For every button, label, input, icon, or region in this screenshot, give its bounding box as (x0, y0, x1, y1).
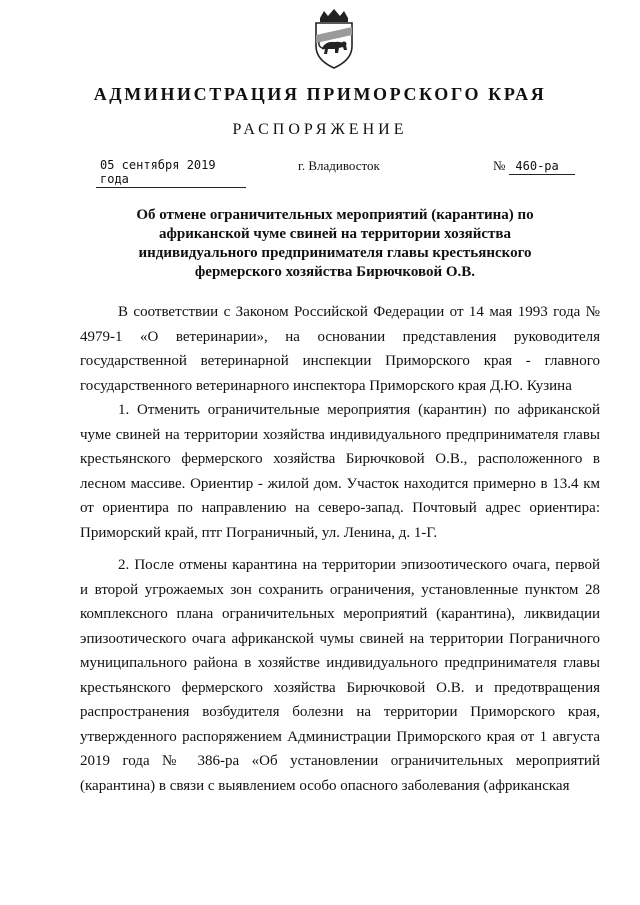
document-heading: Об отмене ограничительных мероприятий (карантина) по африканской чуме свиней на территории хозяйства индивидуального предпринимателя главы крестьянского фермерского хозяйства Бирючковой О.В. (136, 207, 534, 280)
paragraph-item-1: 1. Отменить ограничительные мероприятия (карантин) по африканской чуме свиней на территории хозяйства индивидуального предпринимателя главы крестьянского фермерского хозяйства Бирючковой О.В., расположенного в лесном массиве. Ориентир - жилой дом. Участок находится примерно в 13.4 км от ориентира по направлению на северо-запад. Почтовый адрес ориентира: Приморский край, птг Пограничный, ул. Ленина, д. 1-Г. (80, 402, 600, 541)
number-label: № (493, 158, 506, 173)
document-date: 05 сентября 2019 года (96, 158, 246, 188)
document-type: РАСПОРЯЖЕНИЕ (232, 121, 408, 138)
paragraph-item-2: 2. После отмены карантина на территории эпизоотического очага, первой и второй угрожаемых зон сохранить ограничения, установленные пунктом 28 комплексного плана ограничительных мероприятий (карантина), ликвидации эпизоотического очага африканской чумы свиней на территории Пограничного муниципального района в хозяйстве индивидуального предпринимателя главы крестьянского фермерского хозяйства Бирючковой О.В. и предотвращения распространения возбудителя болезни на территории Приморского края, утвержденного распоряжением Администрации Приморского края от 1 августа 2019 года № 386-ра «Об установлении ограничительных мероприятий (карантина) в связи с выявлением особо опасного заболевания (африканская (80, 557, 600, 794)
coat-of-arms-icon (306, 8, 362, 70)
document-number: 460-ра (509, 159, 575, 175)
city: г. Владивосток (298, 158, 380, 173)
document-body (80, 300, 600, 798)
organization-title: АДМИНИСТРАЦИЯ ПРИМОРСКОГО КРАЯ (93, 84, 547, 104)
paragraph-preamble: В соответствии с Законом Российской Федерации от 14 мая 1993 года № 4979-1 «О ветеринарии», на основании представления руководителя государственной ветеринарной инспекции Приморского края - главного государственного ветеринарного инспектора Приморского края Д.Ю. Кузина (80, 304, 600, 394)
number-field (493, 158, 575, 178)
date-field (96, 158, 246, 186)
